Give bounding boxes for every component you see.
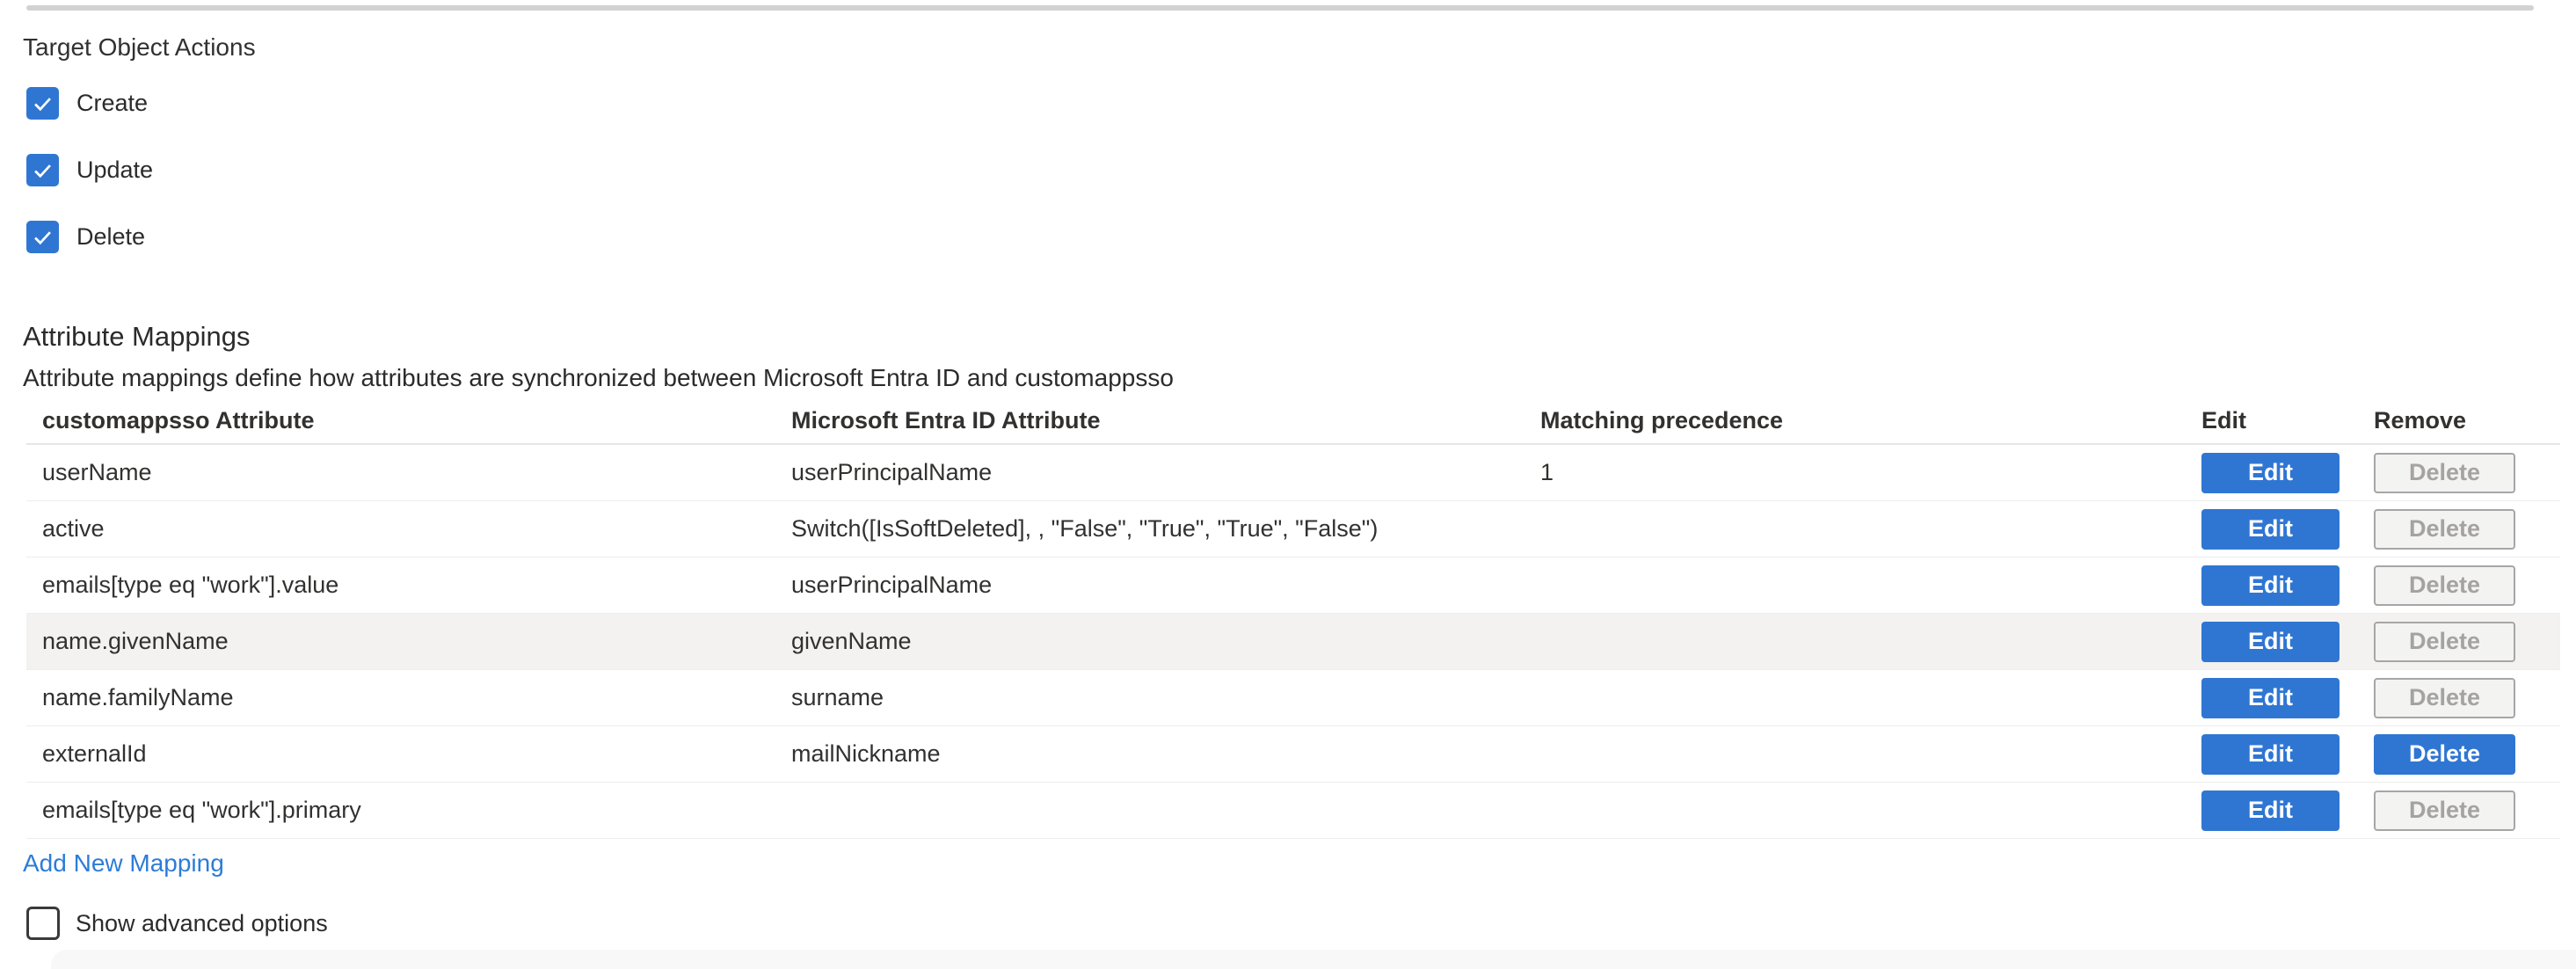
- checkbox-update[interactable]: [26, 153, 153, 186]
- cell-entra-attribute: userPrincipalName: [791, 572, 993, 598]
- cell-entra-attribute: Switch([IsSoftDeleted], , "False", "True", "True", "False"): [791, 515, 1379, 542]
- bottom-panel-edge: [51, 950, 2576, 969]
- header-entra-attribute: Microsoft Entra ID Attribute: [791, 406, 1101, 434]
- delete-button: Delete: [2374, 622, 2515, 662]
- edit-button[interactable]: Edit: [2201, 790, 2340, 831]
- target-object-actions-title: Target Object Actions: [23, 33, 256, 61]
- checkbox-update-box[interactable]: [26, 154, 59, 186]
- edit-button[interactable]: Edit: [2201, 734, 2340, 775]
- advanced-options-checkbox-box[interactable]: [26, 907, 60, 940]
- delete-button[interactable]: Delete: [2374, 734, 2515, 775]
- attribute-mappings-title: Attribute Mappings: [23, 321, 251, 352]
- checkbox-create-label: Create: [76, 89, 149, 116]
- table-row[interactable]: [26, 670, 2560, 726]
- checkbox-delete-label: Delete: [76, 222, 146, 250]
- table-row[interactable]: [26, 557, 2560, 614]
- edit-button[interactable]: Edit: [2201, 678, 2340, 718]
- cell-app-attribute: userName: [42, 459, 152, 485]
- edit-button[interactable]: Edit: [2201, 509, 2340, 550]
- checkbox-create[interactable]: [26, 86, 153, 120]
- delete-button: Delete: [2374, 565, 2515, 606]
- checkmark-icon: [31, 158, 55, 182]
- cell-entra-attribute: mailNickname: [791, 740, 941, 767]
- checkbox-create-box[interactable]: [26, 87, 59, 120]
- table-row[interactable]: [26, 501, 2560, 557]
- delete-button: Delete: [2374, 509, 2515, 550]
- show-advanced-options-checkbox[interactable]: [26, 906, 328, 941]
- cell-app-attribute: emails[type eq "work"].value: [42, 572, 339, 598]
- checkbox-delete[interactable]: [26, 220, 153, 253]
- edit-button[interactable]: Edit: [2201, 565, 2340, 606]
- cell-app-attribute: active: [42, 515, 105, 542]
- table-row[interactable]: [26, 614, 2560, 670]
- cell-app-attribute: name.givenName: [42, 628, 229, 654]
- table-header-row: [26, 397, 2560, 445]
- header-app-attribute: customappsso Attribute: [42, 406, 315, 434]
- cell-app-attribute: name.familyName: [42, 684, 234, 710]
- cell-app-attribute: emails[type eq "work"].primary: [42, 797, 361, 823]
- table-row[interactable]: [26, 445, 2560, 501]
- advanced-options-label: Show advanced options: [76, 909, 328, 936]
- delete-button: Delete: [2374, 790, 2515, 831]
- header-edit: Edit: [2201, 406, 2246, 434]
- header-remove: Remove: [2374, 406, 2467, 434]
- cell-entra-attribute: userPrincipalName: [791, 459, 993, 485]
- delete-button: Delete: [2374, 678, 2515, 718]
- checkmark-icon: [31, 225, 55, 249]
- cell-entra-attribute: surname: [791, 684, 884, 710]
- top-divider: [26, 5, 2534, 11]
- header-matching-precedence: Matching precedence: [1540, 406, 1784, 434]
- attribute-mappings-table: [26, 397, 2560, 839]
- checkmark-icon: [31, 91, 55, 115]
- table-row[interactable]: [26, 783, 2560, 839]
- cell-app-attribute: externalId: [42, 740, 147, 767]
- add-new-mapping-link[interactable]: Add New Mapping: [23, 849, 224, 877]
- edit-button[interactable]: Edit: [2201, 622, 2340, 662]
- target-object-actions-group: [26, 86, 153, 287]
- table-row[interactable]: [26, 726, 2560, 783]
- cell-matching-precedence: 1: [1540, 459, 1554, 485]
- attribute-mappings-description: Attribute mappings define how attributes are synchronized between Microsoft Entra ID and customappsso: [23, 364, 1174, 391]
- checkbox-delete-box[interactable]: [26, 221, 59, 253]
- cell-entra-attribute: givenName: [791, 628, 912, 654]
- delete-button: Delete: [2374, 453, 2515, 493]
- edit-button[interactable]: Edit: [2201, 453, 2340, 493]
- checkbox-update-label: Update: [76, 156, 154, 183]
